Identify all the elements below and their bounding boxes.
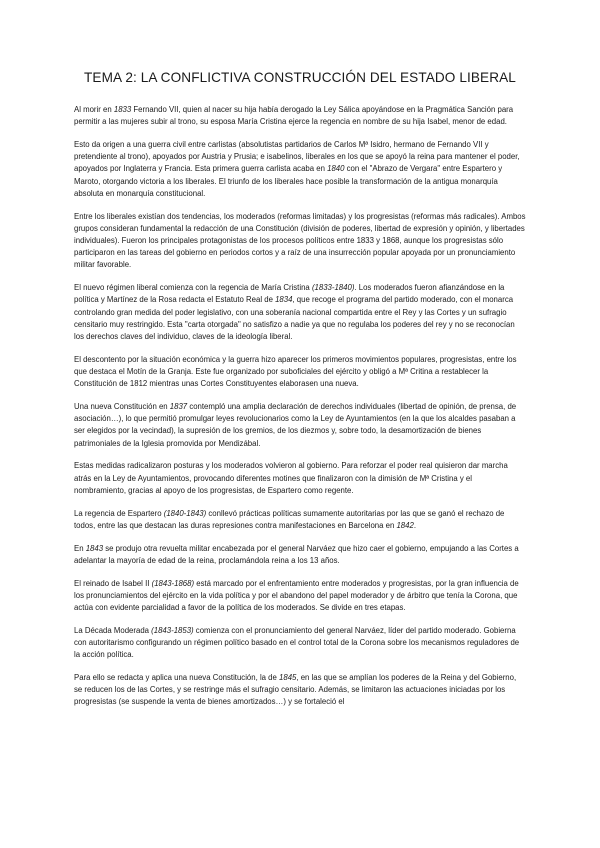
paragraph [74, 460, 526, 497]
paragraph [74, 672, 526, 709]
italic-text: 1842 [396, 520, 414, 530]
paragraph [74, 211, 526, 272]
italic-text: 1833 [113, 105, 132, 114]
paragraph-text: El nuevo régimen liberal comienza con la regencia de María Cristina [74, 283, 312, 293]
paragraph-text: Una nueva Constitución en [74, 402, 170, 412]
paragraph-text: La regencia de Espartero [74, 508, 164, 518]
paragraph-text: , en las que se amplían los poderes de la Reina y del Gobierno, se reducen los de las Cortes, y se restringe más el sufragio censitario. Además, se limitaron las actuaciones iniciadas por los progresistas (se suspende la venta de bienes amortizados…) y se fortaleció el [74, 673, 517, 707]
italic-text: 1837 [169, 402, 188, 412]
italic-text: 1834 [275, 295, 293, 305]
paragraph-text: . [413, 520, 416, 530]
paragraph [74, 543, 526, 567]
italic-text: 1845 [279, 673, 297, 683]
paragraph-text: . Los moderados fueron afianzándose en la política y Martínez de la Rosa redacta el Estatuto Real de [74, 283, 505, 305]
italic-text: 1843 [85, 543, 104, 553]
paragraph-text: se produjo otra revuelta militar encabezada por el general Narváez que hizo caer el gobierno, empujando a las Cortes a adelantar la mayoría de edad de la reina, proclamándola reina a los 13 años. [74, 543, 519, 565]
paragraph-text: Entre los liberales existían dos tendencias, los moderados (reformas limitadas) y los progresistas (reformas más radicales). Ambos grupos consideran fundamental la redacción de una Constitución (división de poderes, libertad de expresión y opinión, y libertades individuales). Fueron los principales protagonistas de los procesos políticos entre 1833 y 1868, aunque los progresistas sólo participaron en las tareas del gobierno en periodos cortos y a raíz de una insurrección popular apoyada por un pronunciamiento militar favorable. [74, 211, 526, 270]
italic-text: (1843-1868) [151, 578, 195, 588]
paragraph [74, 282, 526, 343]
paragraph-text: Para ello se redacta y aplica una nueva Constitución, la de [74, 673, 280, 683]
paragraph [74, 578, 526, 615]
italic-text: 1840 [327, 164, 345, 174]
paragraph-text: El descontento por la situación económica y la guerra hizo aparecer los primeros movimientos populares, progresistas, entre los que destaca el Motín de la Granja. Este fue organizado por suboficiales del ejército y obligó a Mª Critina a restablecer la Constitución de 1812 mientras unas Cortes Constituyentes elaborasen una nueva. [74, 354, 517, 389]
paragraph-text: En [74, 543, 86, 553]
paragraph-text: Fernando VII, quien al nacer su hija había derogado la Ley Sálica apoyándose en la Pragmática Sanción para permitir a las mujeres subir al trono, su esposa María Cristina ejerce la regencia en nombre de su hija Isabel, menor de edad. [74, 105, 514, 127]
paragraph-text: contempló una amplia declaración de derechos individuales (libertad de opinión, de prensa, de asociación…), lo que permitió promulgar leyes revolucionarios como la Ley de Ayuntamientos (en la que los alcaldes pasaban a ser elegidos por la vecindad), la supresión de los gremios, de los diezmos y, sobre todo, la desamortización de bienes patrimoniales de la Iglesia promovida por Mendizábal. [74, 402, 517, 448]
italic-text: (1840-1843) [163, 508, 207, 518]
paragraph-text: Estas medidas radicalizaron posturas y los moderados volvieron al gobierno. Para reforzar el poder real quisieron dar marcha atrás en la Ley de Ayuntamientos, provocando diferentes motines que finalizaron con la dimisión de Mª Cristina y el nombramiento, gracias al apoyo de los progresistas, de Espartero como regente. [74, 461, 508, 495]
paragraph-text: Esto da origen a una guerra civil entre carlistas (absolutistas partidarios de Carlos Mª Isidro, hermano de Fernando VII y pretendiente al trono), apoyados por Austria y Prusia; e isabelinos, liberales en los que se apoyó la reina para mantener el poder, apoyados por Inglaterra y Francia. Esta primera guerra carlista acaba en [74, 140, 520, 174]
paragraph-text: El reinado de Isabel II [74, 578, 152, 588]
paragraph-text: Al morir en [74, 105, 114, 114]
italic-text: (1843-1853) [151, 625, 194, 635]
paragraph [74, 508, 526, 532]
paragraph [74, 354, 526, 391]
paragraph-text: La Década Moderada [74, 625, 152, 635]
paragraph [74, 139, 526, 200]
paragraph-text: con el "Abrazo de Vergara" entre Espartero y Maroto, otorgando victoria a los liberales. El triunfo de los liberales hace posible la transformación de la antigua monarquía absoluta en monarquía constitucional. [74, 164, 503, 198]
document-body [74, 104, 526, 719]
italic-text: (1833-1840) [311, 283, 355, 293]
paragraph [74, 104, 526, 128]
paragraph-text: conllevó prácticas políticas sumamente autoritarias por las que se ganó el rechazo de todos, entre las que destacan las duras represiones contra manifestaciones en Barcelona en [74, 508, 505, 530]
paragraph-text: comienza con el pronunciamiento del general Narváez, líder del partido moderado. Gobierna con autoritarismo configurando un régimen político basado en el control total de la Corona sobre los mecanismos reguladores de la acción política. [74, 625, 520, 660]
paragraph [74, 401, 526, 450]
paragraph-text: está marcado por el enfrentamiento entre moderados y progresistas, por la gran influencia de los pronunciamientos del ejército en la vida política y por el abandono del papel moderador y de árbitro que tenía la Corona, que actúa con evidente parcialidad a favor de la política de los moderados. Se divide en tres etapas. [74, 578, 519, 613]
paragraph [74, 625, 526, 662]
document-title: TEMA 2: LA CONFLICTIVA CONSTRUCCIÓN DEL ESTADO LIBERAL [84, 70, 516, 85]
paragraph-text: , que recoge el programa del partido moderado, con el monarca controlando gran medida del poder legislativo, con una soberanía nacional compartida entre el Rey y las Cortes y un sufragio censitario muy restringido. Esta "carta otorgada" no satisfizo a nadie ya que no regulaba los poderes del rey y no se reconocían los derechos claves del individuo, claves de la ideología liberal. [74, 295, 515, 342]
